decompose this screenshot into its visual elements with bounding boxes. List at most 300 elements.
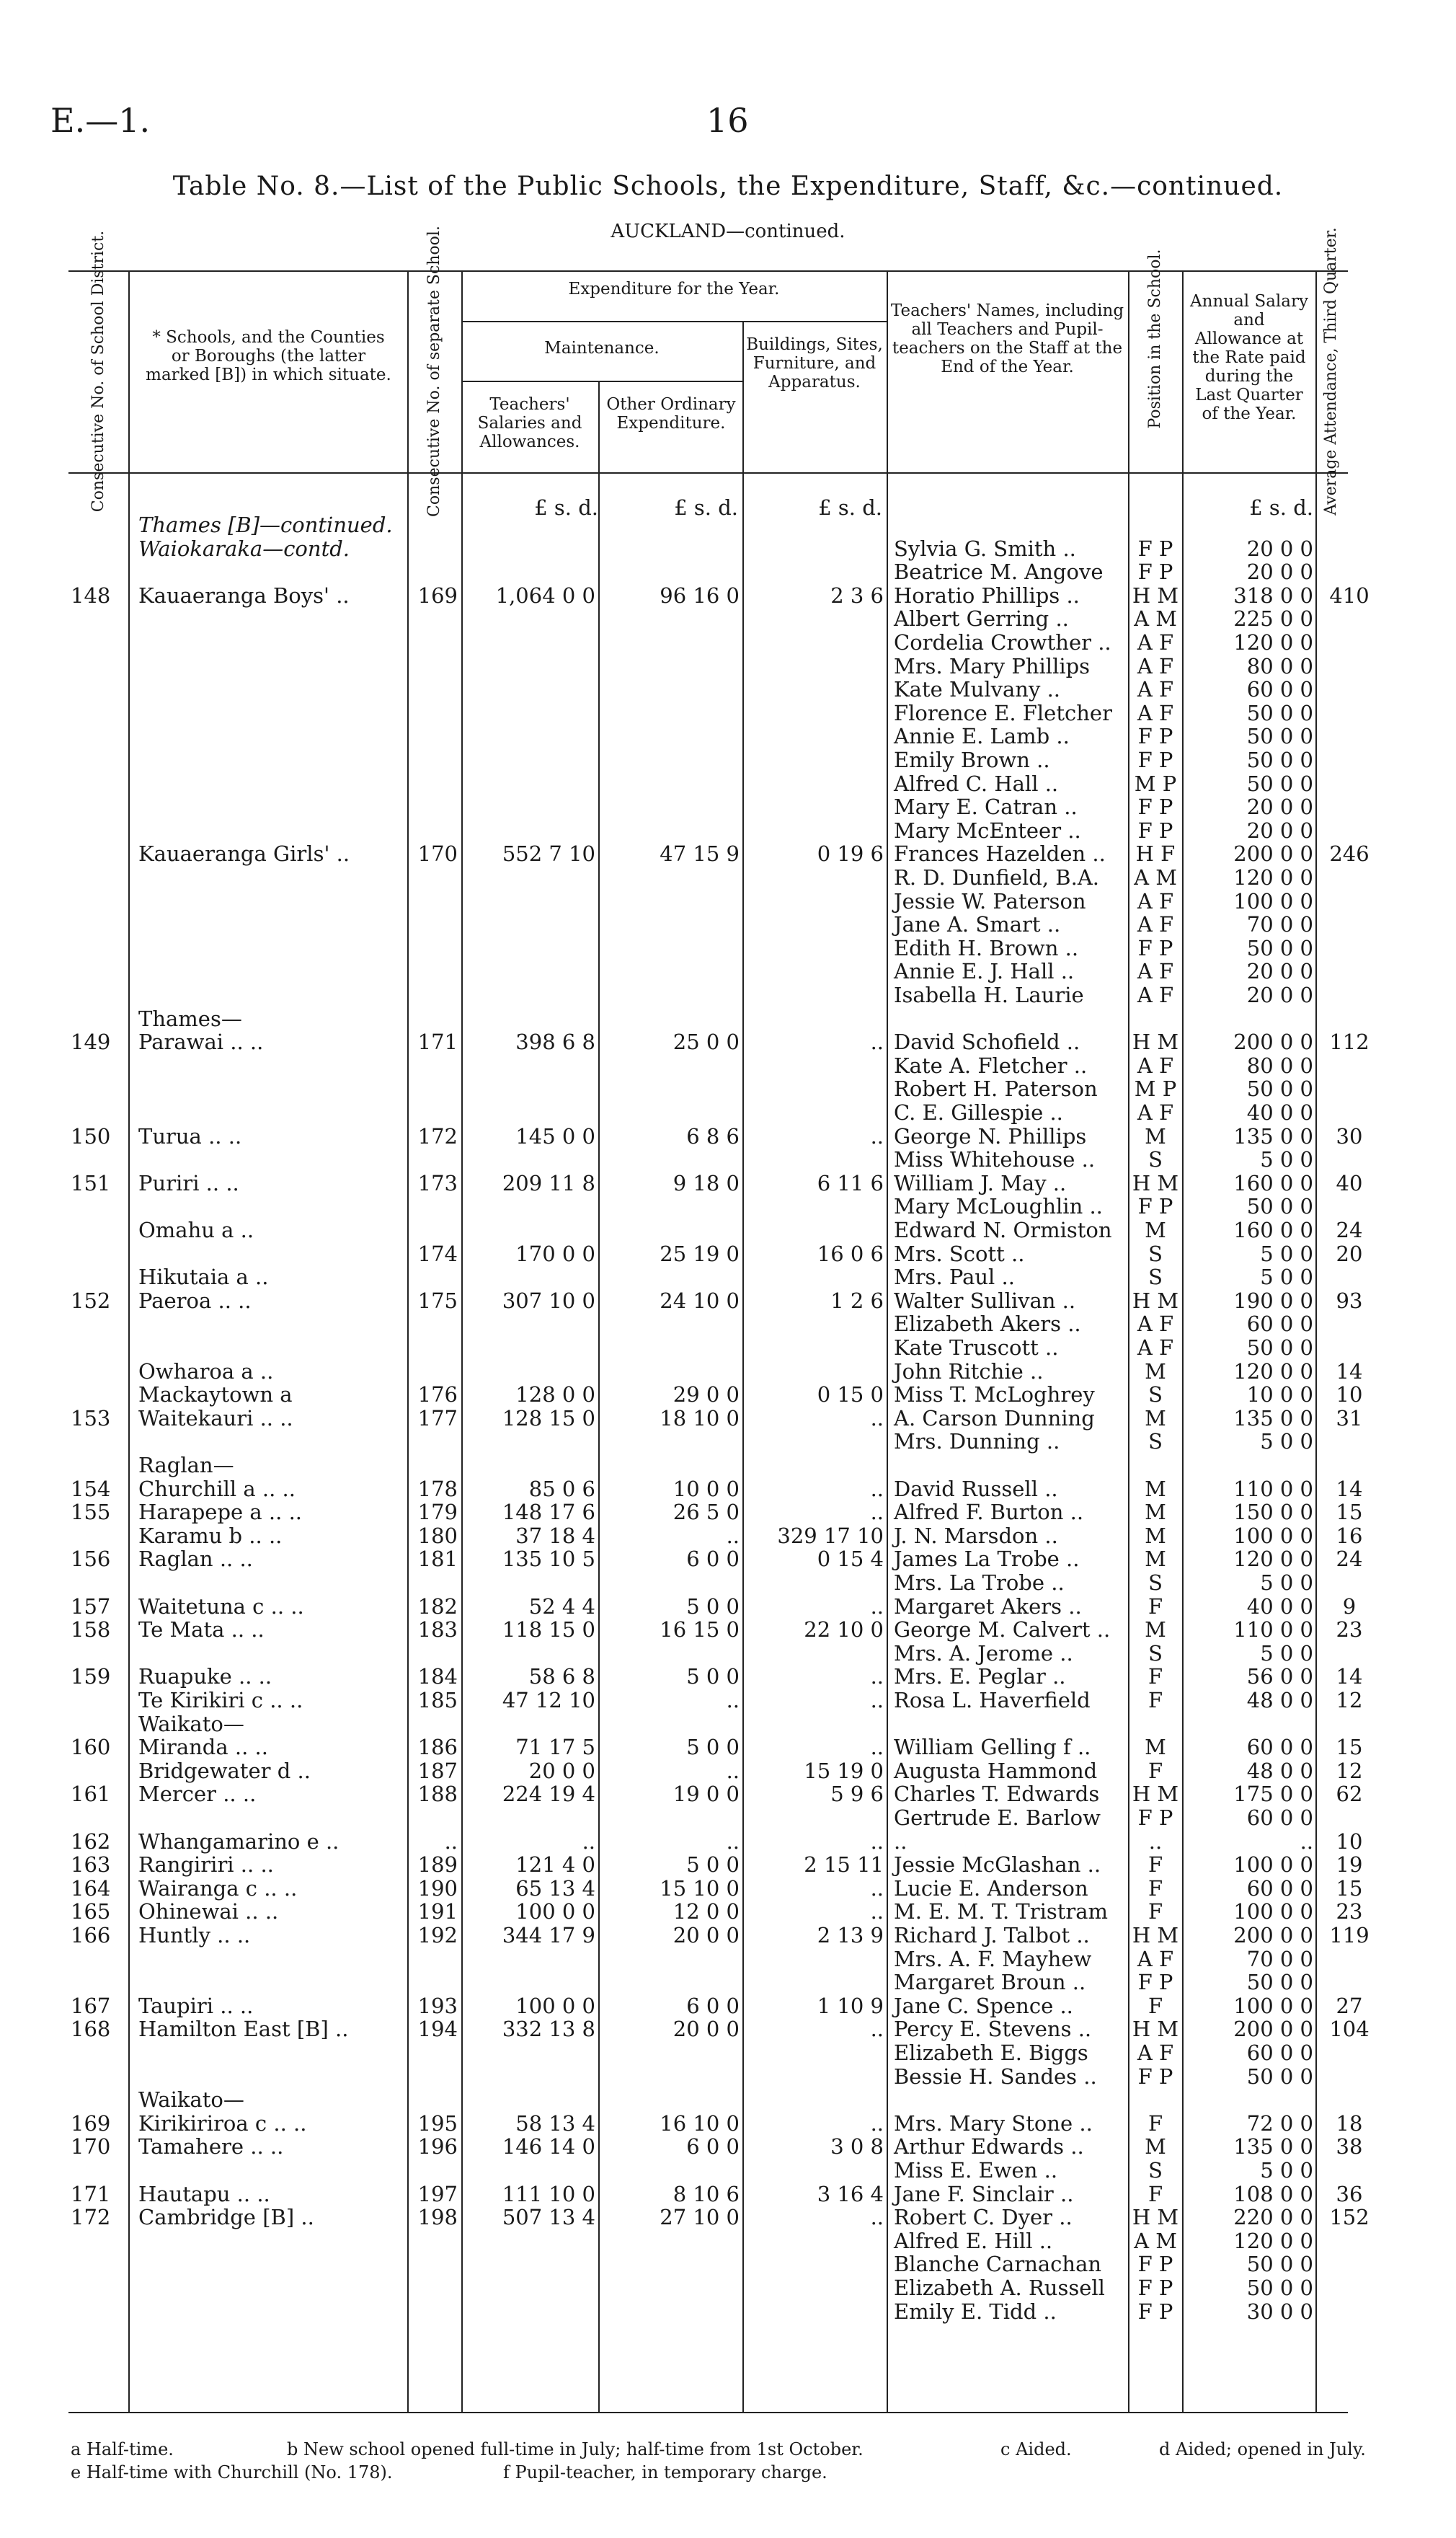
cell-sn: ..	[444, 1829, 458, 1854]
cell-pos: H M	[1132, 1171, 1179, 1195]
cell-annual: 5 0 0	[1260, 1265, 1313, 1289]
cell-sal: 20 0 0	[528, 1759, 595, 1783]
cell-oth: 25 19 0	[660, 1242, 740, 1266]
cell-pos: A F	[1137, 2040, 1174, 2065]
cell-teacher: Elizabeth A. Russell	[894, 2276, 1105, 2300]
cell-annual: 80 0 0	[1246, 654, 1313, 678]
cell-pos: A F	[1137, 912, 1174, 937]
cell-school: Ruapuke .. ..	[138, 1664, 272, 1689]
cell-annual: 60 0 0	[1246, 1735, 1313, 1759]
cell-teacher: Mrs. A. F. Mayhew	[894, 1947, 1092, 1971]
cell-teacher: R. D. Dunfield, B.A.	[894, 865, 1100, 890]
cell-sal: 58 13 4	[515, 2111, 595, 2136]
cell-pos: H F	[1135, 841, 1176, 866]
cell-annual: 100 0 0	[1233, 1852, 1313, 1877]
cell-pos: M	[1145, 1359, 1166, 1384]
cell-annual: 20 0 0	[1246, 560, 1313, 584]
cell-sn: 171	[417, 1030, 458, 1054]
cell-annual: 200 0 0	[1233, 841, 1313, 866]
cell-teacher: Percy E. Stevens ..	[894, 2017, 1092, 2041]
cell-pos: M	[1145, 1124, 1166, 1149]
cell-school: Paeroa .. ..	[138, 1288, 252, 1313]
cell-annual: 5 0 0	[1260, 1570, 1313, 1595]
cell-pos: A F	[1137, 1312, 1174, 1336]
cell-att: 23	[1336, 1617, 1363, 1642]
cell-bld: ..	[870, 1477, 884, 1501]
cell-annual: 120 0 0	[1233, 1359, 1313, 1384]
cell-school: Waitetuna c .. ..	[138, 1594, 304, 1619]
cell-school: Thames [B]—continued.	[138, 513, 393, 537]
cell-dn: 168	[71, 2017, 111, 2041]
cell-annual: 108 0 0	[1233, 2182, 1313, 2206]
cell-oth: ..	[726, 1829, 740, 1854]
cell-pos: F	[1148, 1876, 1163, 1901]
cell-oth: 25 0 0	[672, 1030, 740, 1054]
cell-oth: 5 0 0	[686, 1852, 740, 1877]
cell-pos: A F	[1137, 630, 1174, 655]
footnote-b: b New school opened full-time in July; half-time from 1st October.	[287, 2439, 864, 2459]
cell-annual: 135 0 0	[1233, 2134, 1313, 2159]
cell-school: Tamahere .. ..	[138, 2134, 284, 2159]
cell-teacher: Mrs. Dunning ..	[894, 1429, 1060, 1454]
cell-sal: 58 6 8	[528, 1664, 595, 1689]
cell-dn: 169	[71, 2111, 111, 2136]
cell-pos: F P	[1137, 2252, 1173, 2276]
cell-school: Hikutaia a ..	[138, 1265, 269, 1289]
cell-pos: M	[1145, 2134, 1166, 2159]
cell-school: Parawai .. ..	[138, 1030, 264, 1054]
cell-pos: H M	[1132, 1288, 1179, 1313]
cell-annual: 200 0 0	[1233, 1923, 1313, 1947]
cell-bld: 5 9 6	[830, 1782, 884, 1806]
cell-sal: 148 17 6	[502, 1500, 595, 1524]
cell-oth: 47 15 9	[660, 841, 740, 866]
cell-att: 10	[1336, 1382, 1363, 1407]
table-title: Table No. 8.—List of the Public Schools, the Expenditure, Staff, &c.—continued.	[172, 172, 1284, 201]
cell-school: Wairanga c .. ..	[138, 1876, 298, 1901]
cell-dn: 159	[71, 1664, 111, 1689]
cell-sal: 100 0 0	[515, 1899, 595, 1924]
cell-att: 18	[1336, 2111, 1363, 2136]
cell-annual: 160 0 0	[1233, 1171, 1313, 1195]
cell-oth: 19 0 0	[672, 1782, 740, 1806]
cell-annual: 60 0 0	[1246, 1876, 1313, 1901]
cell-pos: S	[1148, 2158, 1163, 2183]
cell-teacher: Mrs. Mary Phillips	[894, 654, 1091, 678]
cell-pos: ..	[1148, 1829, 1163, 1854]
cell-sn: 187	[417, 1759, 458, 1783]
cell-pos: F	[1148, 1759, 1163, 1783]
cell-dn: 161	[71, 1782, 111, 1806]
cell-teacher: John Ritchie ..	[894, 1359, 1044, 1384]
cell-sn: 183	[417, 1617, 458, 1642]
cell-teacher: Mrs. Paul ..	[894, 1265, 1015, 1289]
cell-pos: F P	[1137, 748, 1173, 772]
header-salaries: Teachers' Salaries and Allowances.	[477, 395, 582, 451]
cell-annual: 225 0 0	[1233, 606, 1313, 631]
cell-bld: ..	[870, 1829, 884, 1854]
cell-teacher: Mary McEnteer ..	[894, 818, 1081, 843]
cell-pos: M	[1145, 1477, 1166, 1501]
cell-school: Churchill a .. ..	[138, 1477, 296, 1501]
cell-pos: A F	[1137, 1335, 1174, 1360]
cell-bld: ..	[870, 2017, 884, 2041]
cell-att: 12	[1336, 1759, 1363, 1783]
cell-sal: 170 0 0	[515, 1242, 595, 1266]
cell-annual: 50 0 0	[1246, 1335, 1313, 1360]
cell-teacher: Annie E. Lamb ..	[894, 724, 1070, 748]
cell-dn: 163	[71, 1852, 111, 1877]
cell-pos: A F	[1137, 1053, 1174, 1078]
cell-dn: 152	[71, 1288, 111, 1313]
cell-teacher: Kate A. Fletcher ..	[894, 1053, 1088, 1078]
cell-oth: 26 5 0	[672, 1500, 740, 1524]
cell-annual: 200 0 0	[1233, 2017, 1313, 2041]
cell-sal: 111 10 0	[502, 2182, 595, 2206]
cell-dn: 167	[71, 1994, 111, 2018]
cell-teacher: David Russell ..	[894, 1477, 1058, 1501]
cell-sal: 146 14 0	[502, 2134, 595, 2159]
cell-teacher: Arthur Edwards ..	[894, 2134, 1084, 2159]
cell-sn: 195	[417, 2111, 458, 2136]
cell-bld: ..	[870, 1664, 884, 1689]
cell-bld: ..	[870, 2205, 884, 2229]
cell-bld: 0 19 6	[817, 841, 884, 866]
cell-pos: A M	[1134, 865, 1177, 890]
header-position: Position in the School.	[1146, 249, 1164, 429]
cell-sal: 135 10 5	[502, 1547, 595, 1571]
cell-att: 30	[1336, 1124, 1363, 1149]
cell-teacher: C. E. Gillespie ..	[894, 1100, 1063, 1125]
cell-pos: F P	[1137, 2064, 1173, 2089]
cell-sn: 177	[417, 1406, 458, 1431]
cell-teacher: Rosa L. Haverfield	[894, 1688, 1091, 1712]
cell-teacher: Annie E. J. Hall ..	[894, 959, 1075, 983]
cell-bld: ..	[870, 1030, 884, 1054]
cell-school: Taupiri .. ..	[138, 1994, 254, 2018]
cell-annual: 50 0 0	[1246, 2276, 1313, 2300]
cell-annual: 120 0 0	[1233, 630, 1313, 655]
cell-sn: 172	[417, 1124, 458, 1149]
cell-annual: 56 0 0	[1246, 1664, 1313, 1689]
cell-oth: 24 10 0	[660, 1288, 740, 1313]
header-buildings: Buildings, Sites, Furniture, and Apparatus.	[746, 335, 883, 392]
cell-sal: 307 10 0	[502, 1288, 595, 1313]
cell-dn: 164	[71, 1876, 111, 1901]
cell-pos: F P	[1137, 1805, 1173, 1830]
cell-teacher: Emily E. Tidd ..	[894, 2299, 1057, 2324]
cell-att: 119	[1329, 1923, 1370, 1947]
cell-pos: A F	[1137, 677, 1174, 702]
cell-annual: 50 0 0	[1246, 936, 1313, 960]
cell-pos: F	[1148, 1994, 1163, 2018]
cell-pos: F P	[1137, 2299, 1173, 2324]
cell-att: 15	[1336, 1876, 1363, 1901]
footnote-c: c Aided.	[1000, 2439, 1072, 2459]
cell-oth: 5 0 0	[686, 1735, 740, 1759]
cell-pos: H M	[1132, 2205, 1179, 2229]
cell-pos: S	[1148, 1382, 1163, 1407]
footnote-e: e Half-time with Churchill (No. 178).	[71, 2462, 393, 2482]
cell-bld: ..	[870, 1899, 884, 1924]
cell-teacher: Edith H. Brown ..	[894, 936, 1079, 960]
cell-dn: 160	[71, 1735, 111, 1759]
cell-teacher: Margaret Broun ..	[894, 1970, 1086, 1994]
cell-sal: 47 12 10	[502, 1688, 595, 1712]
cell-annual: 175 0 0	[1233, 1782, 1313, 1806]
cell-att: 112	[1329, 1030, 1370, 1054]
cell-bld: 329 17 10	[777, 1524, 884, 1548]
cell-bld: 2 15 11	[804, 1852, 884, 1877]
header-expenditure: Expenditure for the Year.	[568, 280, 780, 299]
cell-pos: A F	[1137, 959, 1174, 983]
cell-teacher: J. N. Marsdon ..	[894, 1524, 1058, 1548]
page-number: 16	[706, 101, 749, 140]
cell-bld: ..	[870, 1500, 884, 1524]
cell-annual: 5 0 0	[1260, 1429, 1313, 1454]
cell-sal: 85 0 6	[528, 1477, 595, 1501]
cell-school: Raglan .. ..	[138, 1547, 253, 1571]
cell-att: 15	[1336, 1735, 1363, 1759]
cell-annual: 10 0 0	[1246, 1382, 1313, 1407]
cell-school: Karamu b .. ..	[138, 1524, 283, 1548]
cell-school: Te Mata .. ..	[138, 1617, 265, 1642]
cell-annual: 200 0 0	[1233, 1030, 1313, 1054]
cell-pos: S	[1148, 1242, 1163, 1266]
cell-sal: 121 4 0	[515, 1852, 595, 1877]
cell-teacher: Bessie H. Sandes ..	[894, 2064, 1097, 2089]
cell-school: Turua .. ..	[138, 1124, 242, 1149]
cell-pos: A F	[1137, 654, 1174, 678]
header-school-no: Consecutive No. of separate School.	[425, 226, 443, 517]
cell-annual: 100 0 0	[1233, 1524, 1313, 1548]
cell-bld: ..	[870, 2111, 884, 2136]
cell-teacher: Emily Brown ..	[894, 748, 1050, 772]
cell-teacher: Mrs. A. Jerome ..	[894, 1641, 1073, 1666]
cell-annual: 318 0 0	[1233, 583, 1313, 608]
cell-oth: 6 8 6	[686, 1124, 740, 1149]
cell-bld: 0 15 4	[817, 1547, 884, 1571]
cell-att: 104	[1329, 2017, 1370, 2041]
cell-sal: 145 0 0	[515, 1124, 595, 1149]
cell-teacher: Richard J. Talbot ..	[894, 1923, 1090, 1947]
cell-sal: ..	[582, 1829, 595, 1854]
cell-annual: 50 0 0	[1246, 1970, 1313, 1994]
cell-teacher: Isabella H. Laurie	[894, 983, 1084, 1007]
cell-att: 27	[1336, 1994, 1363, 2018]
cell-teacher: Florence E. Fletcher	[894, 701, 1112, 725]
cell-school: Hautapu .. ..	[138, 2182, 270, 2206]
cell-annual: 50 0 0	[1246, 2252, 1313, 2276]
cell-sal: 52 4 4	[528, 1594, 595, 1619]
cell-att: 31	[1336, 1406, 1363, 1431]
cell-att: 20	[1336, 1242, 1363, 1266]
cell-annual: 50 0 0	[1246, 1076, 1313, 1101]
cell-dn: 158	[71, 1617, 111, 1642]
cell-teacher: Alfred F. Burton ..	[894, 1500, 1084, 1524]
cell-sal: 552 7 10	[502, 841, 595, 866]
header-attendance: Average Attendance, Third Quarter.	[1322, 227, 1340, 516]
cell-sn: 174	[417, 1242, 458, 1266]
cell-sal: 209 11 8	[502, 1171, 595, 1195]
cell-teacher: Alfred E. Hill ..	[894, 2229, 1053, 2253]
cell-teacher: Lucie E. Anderson	[894, 1876, 1088, 1901]
cell-bld: 2 13 9	[817, 1923, 884, 1947]
cell-att: 246	[1329, 841, 1370, 866]
cell-oth: 16 15 0	[660, 1617, 740, 1642]
cell-pos: S	[1148, 1265, 1163, 1289]
cell-sal: 224 19 4	[502, 1782, 595, 1806]
cell-sn: 186	[417, 1735, 458, 1759]
cell-dn: 155	[71, 1500, 111, 1524]
cell-sn: 173	[417, 1171, 458, 1195]
cell-school: Waitekauri .. ..	[138, 1406, 293, 1431]
cell-pos: H M	[1132, 1923, 1179, 1947]
cell-bld: 1 2 6	[830, 1288, 884, 1313]
cell-dn: 170	[71, 2134, 111, 2159]
cell-annual: 110 0 0	[1233, 1477, 1313, 1501]
cell-school: Bridgewater d ..	[138, 1759, 311, 1783]
cell-teacher: George M. Calvert ..	[894, 1617, 1111, 1642]
cell-att: 23	[1336, 1899, 1363, 1924]
cell-annual: 160 0 0	[1233, 1218, 1313, 1242]
cell-sn: 198	[417, 2205, 458, 2229]
cell-annual: 50 0 0	[1246, 724, 1313, 748]
cell-oth: 16 10 0	[660, 2111, 740, 2136]
cell-pos: A M	[1134, 2229, 1177, 2253]
cell-teacher: Mrs. E. Peglar ..	[894, 1664, 1066, 1689]
cell-bld: ..	[870, 1594, 884, 1619]
cell-school: Waikato—	[138, 2087, 244, 2112]
cell-annual: 40 0 0	[1246, 1594, 1313, 1619]
footnote-f: f Pupil-teacher, in temporary charge.	[503, 2462, 827, 2482]
cell-annual: 150 0 0	[1233, 1500, 1313, 1524]
cell-teacher: Miss T. McLoghrey	[894, 1382, 1095, 1407]
cell-teacher: Mrs. La Trobe ..	[894, 1570, 1065, 1595]
cell-att: 152	[1329, 2205, 1370, 2229]
cell-teacher: Robert H. Paterson	[894, 1076, 1098, 1101]
cell-annual: 40 0 0	[1246, 1100, 1313, 1125]
cell-att: 24	[1336, 1547, 1363, 1571]
cell-att: 16	[1336, 1524, 1363, 1548]
cell-teacher: Alfred C. Hall ..	[894, 771, 1059, 796]
cell-dn: 165	[71, 1899, 111, 1924]
cell-dn: 153	[71, 1406, 111, 1431]
cell-sn: 184	[417, 1664, 458, 1689]
cell-annual: 120 0 0	[1233, 2229, 1313, 2253]
cell-bld: ..	[870, 1688, 884, 1712]
cell-bld: 6 11 6	[817, 1171, 884, 1195]
cell-att: 93	[1336, 1288, 1363, 1313]
cell-annual: 110 0 0	[1233, 1617, 1313, 1642]
cell-att: 24	[1336, 1218, 1363, 1242]
cell-annual: ..	[1300, 1829, 1313, 1854]
cell-school: Omahu a ..	[138, 1218, 254, 1242]
cell-sn: 180	[417, 1524, 458, 1548]
units-buildings: £ s. d.	[818, 495, 882, 520]
cell-school: Kauaeranga Boys' ..	[138, 583, 350, 608]
cell-oth: 10 0 0	[672, 1477, 740, 1501]
cell-teacher: Miss E. Ewen ..	[894, 2158, 1058, 2183]
header-schools: * Schools, and the Counties or Boroughs (the latter marked [B]) in which situate.	[146, 328, 391, 384]
cell-sal: 65 13 4	[515, 1876, 595, 1901]
cell-school: Waikato—	[138, 1712, 244, 1736]
cell-teacher: Miss Whitehouse ..	[894, 1147, 1096, 1172]
footnote-d: d Aided; opened in July.	[1159, 2439, 1366, 2459]
cell-annual: 48 0 0	[1246, 1759, 1313, 1783]
cell-att: 38	[1336, 2134, 1363, 2159]
cell-oth: 96 16 0	[660, 583, 740, 608]
cell-bld: 16 0 6	[817, 1242, 884, 1266]
col-line-1	[128, 270, 130, 2412]
cell-bld: 3 16 4	[817, 2182, 884, 2206]
cell-sal: 128 15 0	[502, 1406, 595, 1431]
cell-pos: M	[1145, 1547, 1166, 1571]
cell-sal: 128 0 0	[515, 1382, 595, 1407]
cell-pos: F P	[1137, 2276, 1173, 2300]
cell-sn: 181	[417, 1547, 458, 1571]
cell-annual: 190 0 0	[1233, 1288, 1313, 1313]
cell-att: 14	[1336, 1359, 1363, 1384]
cell-pos: H M	[1132, 1030, 1179, 1054]
cell-pos: F P	[1137, 818, 1173, 843]
cell-pos: A M	[1134, 606, 1177, 631]
cell-annual: 80 0 0	[1246, 1053, 1313, 1078]
cell-pos: M P	[1134, 1076, 1177, 1101]
header-other: Other Ordinary Expenditure.	[606, 395, 736, 433]
cell-oth: 8 10 6	[672, 2182, 740, 2206]
cell-sn: 194	[417, 2017, 458, 2041]
cell-att: 14	[1336, 1477, 1363, 1501]
cell-annual: 135 0 0	[1233, 1124, 1313, 1149]
cell-school: Cambridge [B] ..	[138, 2205, 314, 2229]
cell-sal: 344 17 9	[502, 1923, 595, 1947]
cell-teacher: Kate Mulvany ..	[894, 677, 1061, 702]
cell-school: Whangamarino e ..	[138, 1829, 339, 1854]
cell-pos: A F	[1137, 983, 1174, 1007]
cell-school: Te Kirikiri c .. ..	[138, 1688, 303, 1712]
cell-school: Puriri .. ..	[138, 1171, 239, 1195]
cell-sal: 71 17 5	[515, 1735, 595, 1759]
cell-teacher: Edward N. Ormiston	[894, 1218, 1112, 1242]
cell-school: Thames—	[138, 1007, 242, 1031]
cell-teacher: Kate Truscott ..	[894, 1335, 1059, 1360]
cell-teacher: James La Trobe ..	[894, 1547, 1080, 1571]
cell-att: 10	[1336, 1829, 1363, 1854]
cell-pos: A F	[1137, 1100, 1174, 1125]
col-line-5	[742, 321, 744, 2412]
units-salaries: £ s. d.	[534, 495, 598, 520]
cell-teacher: William J. May ..	[894, 1171, 1067, 1195]
cell-annual: 5 0 0	[1260, 2158, 1313, 2183]
maintenance-rule	[461, 381, 742, 382]
cell-annual: 100 0 0	[1233, 1994, 1313, 2018]
cell-att: 9	[1342, 1594, 1357, 1619]
cell-bld: ..	[870, 1124, 884, 1149]
cell-teacher: Augusta Hammond	[894, 1759, 1098, 1783]
header-salary: Annual Salary and Allowance at the Rate paid during the Last Quarter of the Year.	[1190, 292, 1308, 423]
cell-att: 40	[1336, 1171, 1363, 1195]
cell-teacher: Charles T. Edwards	[894, 1782, 1100, 1806]
cell-dn: 166	[71, 1923, 111, 1947]
cell-dn: 154	[71, 1477, 111, 1501]
cell-sal: 100 0 0	[515, 1994, 595, 2018]
cell-bld: 3 0 8	[830, 2134, 884, 2159]
cell-annual: 135 0 0	[1233, 1406, 1313, 1431]
cell-teacher: ..	[894, 1829, 907, 1854]
cell-teacher: Jane C. Spence ..	[894, 1994, 1073, 2018]
cell-school: Huntly .. ..	[138, 1923, 251, 1947]
